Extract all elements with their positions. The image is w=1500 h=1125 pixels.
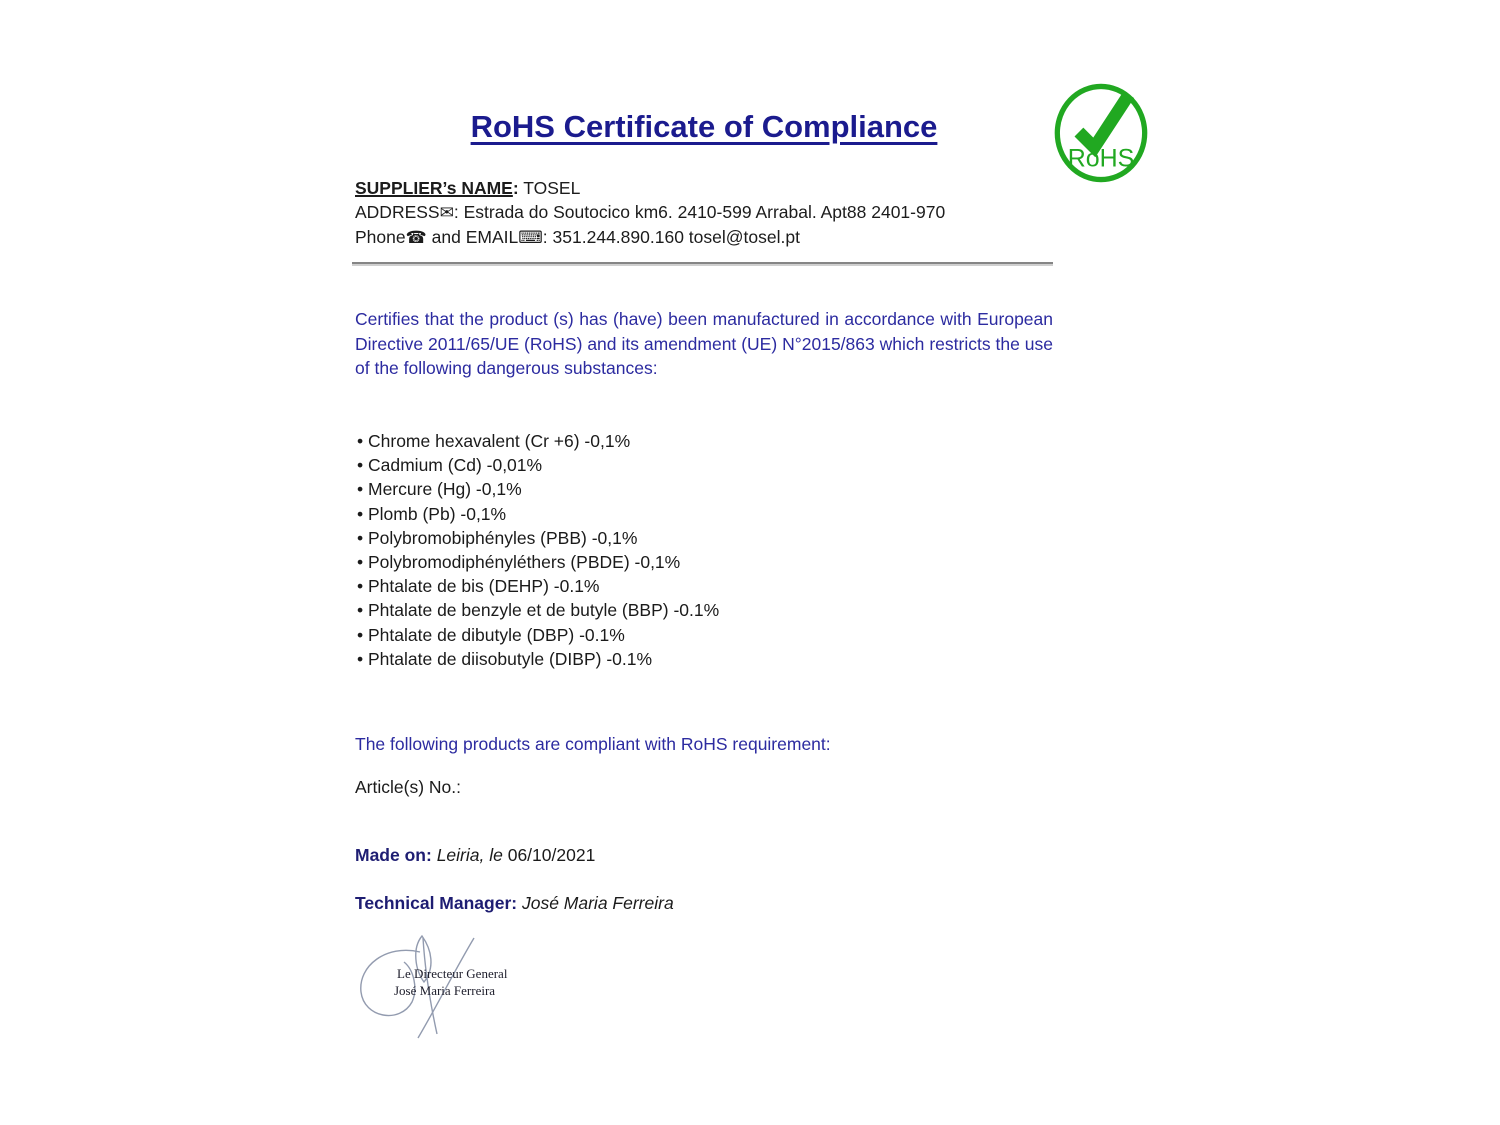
supplier-name-colon: : (512, 178, 519, 198)
phone-label: Phone (355, 227, 406, 247)
rohs-logo (1053, 82, 1149, 184)
contact-colon: : (542, 227, 548, 247)
technical-manager-line (355, 893, 674, 914)
substance-item: • Phtalate de bis (DEHP) -0.1% (357, 574, 719, 598)
substance-item: • Plomb (Pb) -0,1% (357, 502, 719, 526)
and-email-label: and EMAIL (431, 227, 519, 247)
substances-list (357, 429, 719, 671)
compliance-statement: The following products are compliant with RoHS requirement: (355, 734, 831, 754)
supplier-address-line (355, 200, 945, 225)
signature-name-text: José Maria Ferreira (394, 983, 496, 998)
substance-item: • Chrome hexavalent (Cr +6) -0,1% (357, 429, 719, 453)
divider-rule (352, 262, 1053, 266)
supplier-contact-line (355, 225, 945, 250)
computer-icon: ⌨ (518, 228, 543, 248)
substance-item: • Phtalate de diisobutyle (DIBP) -0.1% (357, 647, 719, 671)
supplier-block (355, 176, 945, 250)
substance-item: • Polybromobiphényles (PBB) -0,1% (357, 526, 719, 550)
address-label: ADDRESS (355, 202, 440, 222)
substance-item: • Cadmium (Cd) -0,01% (357, 453, 719, 477)
made-on-date: 06/10/2021 (507, 845, 596, 865)
substance-item: • Mercure (Hg) -0,1% (357, 477, 719, 501)
page-title: RoHS Certificate of Compliance (470, 108, 938, 144)
phone-icon: ☎ (405, 228, 427, 248)
address-colon: : (453, 202, 459, 222)
substance-item: • Phtalate de benzyle et de butyle (BBP) -0.1% (357, 598, 719, 622)
logo-label: RoHS (1067, 144, 1135, 173)
substance-item: • Polybromodiphényléthers (PBDE) -0,1% (357, 550, 719, 574)
made-on-place: Leiria, le (436, 845, 503, 865)
supplier-name-value: TOSEL (523, 178, 581, 198)
certification-paragraph: Certifies that the product (s) has (have) been manufactured in accordance with European Directive 2011/65/UE (RoHS) and its amendment (UE) N°2015/863 which restricts the use of the following dangerous substances: (355, 309, 1053, 378)
address-value: Estrada do Soutocico km6. 2410-599 Arrabal. Apt88 2401-970 (463, 202, 946, 222)
contact-value: 351.244.890.160 tosel@tosel.pt (552, 227, 800, 247)
signature-block (352, 922, 512, 1052)
article-number-label: Article(s) No.: (355, 777, 461, 797)
substance-item: • Phtalate de dibutyle (DBP) -0.1% (357, 623, 719, 647)
checkmark-icon (1079, 95, 1129, 148)
rohs-logo-graphic (1053, 82, 1149, 184)
made-on-label: Made on: (355, 845, 432, 865)
supplier-name-label: SUPPLIER’s NAME (355, 178, 513, 198)
made-on-line (355, 845, 595, 866)
envelope-icon: ✉ (439, 203, 454, 223)
technical-manager-name: José Maria Ferreira (521, 893, 674, 913)
supplier-name-line (355, 176, 945, 200)
signature-title-text: Le Directeur General (397, 966, 508, 981)
technical-manager-label: Technical Manager: (355, 893, 518, 913)
